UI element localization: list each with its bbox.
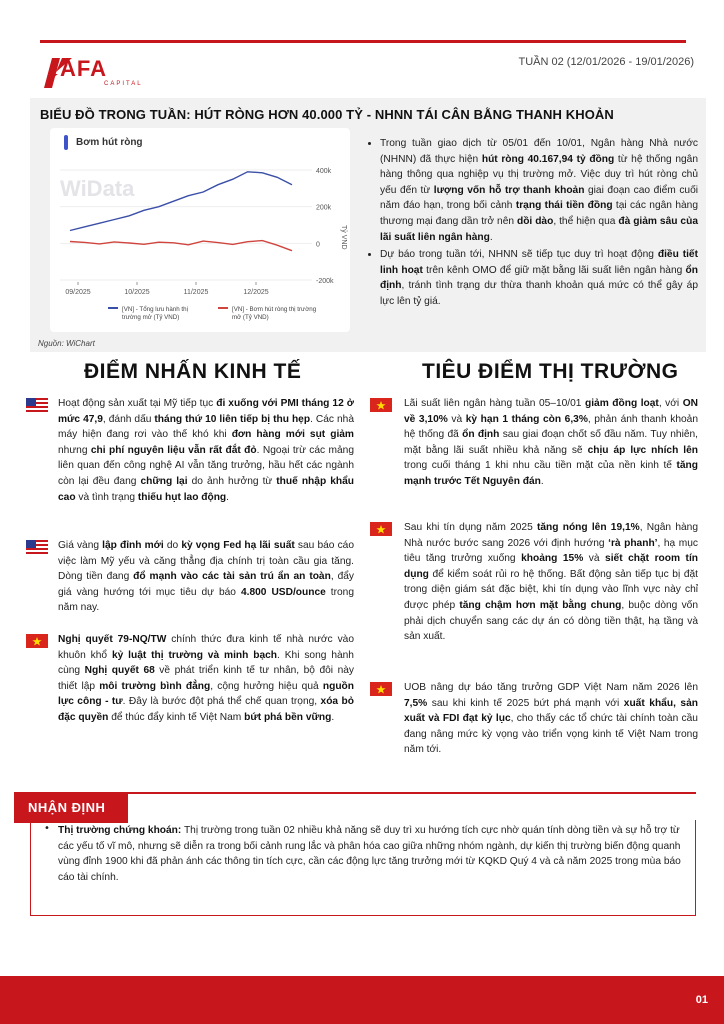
assessment-tab: NHẬN ĐỊNH (14, 793, 128, 823)
brand-name: AFA (60, 56, 107, 81)
y-tick-label: 400k (316, 168, 332, 175)
footer-bar (0, 976, 724, 1024)
us-flag-icon (26, 540, 48, 554)
week-label: TUẦN 02 (12/01/2026 - 19/01/2026) (518, 56, 694, 68)
economy-item: Giá vàng lập đỉnh mới do kỳ vọng Fed hạ lãi suất sau báo cáo việc làm Mỹ yếu và căng thẳng địa chính trị toàn cầu gia tăng. Dòng tiền đang đổ mạnh vào các tài sản trú ẩn an toàn, đẩy giá vàng hướng tới mục tiêu dự báo 4.800 USD/ounce trong năm nay. (58, 540, 354, 614)
legend-label: trường mở (Tỷ VND) (122, 314, 180, 321)
chart-marker (64, 135, 68, 150)
legend-label: mở (Tỷ VND) (232, 314, 269, 321)
section-title: BIỂU ĐỒ TRONG TUẦN: HÚT RÒNG HƠN 40.000 TỶ - NHNN TÁI CÂN BẰNG THANH KHOẢN (40, 107, 614, 122)
chart-watermark: WiData (60, 176, 135, 201)
y-tick-label: 0 (316, 241, 320, 249)
market-item: Sau khi tín dụng năm 2025 tăng nóng lên 19,1%, Ngân hàng Nhà nước bước sang 2026 với định hướng ‘rà phanh’, hạ mục tiêu tăng trưởng xuống khoảng 15% và siết chặt room tín dụng để kiểm soát rủi ro hệ thống. Bất động sản tiếp tục bị đặt trong diện giám sát đặc biệt, khi tín dụng vào lĩnh vực này chỉ được phép tăng chậm hơn mặt bằng chung, buộc dòng vốn phải dịch chuyển sang các dự án có dòng tiền thật, hạ tầng và sản xuất. (404, 522, 699, 643)
chart-source: Nguồn: WiChart (38, 339, 95, 348)
chart-commentary (366, 136, 698, 312)
page-number: 01 (695, 994, 708, 1006)
legend-label: [VN] - Tổng lưu hành thị (122, 306, 188, 313)
market-item: Lãi suất liên ngân hàng tuần 05–10/01 giảm đồng loạt, với ON về 3,10% và kỳ hạn 1 tháng còn 6,3%, phản ánh thanh khoản hệ thống đã ổn định sau giai đoạn chốt số đầu năm. Tuy nhiên, mặt bằng lãi suất nhiều khả năng sẽ chịu áp lực nhích lên trong cuối tháng 1 khi nhu cầu tiền mặt của nền kinh tế tăng mạnh trước Tết Nguyên đán. (404, 398, 698, 487)
vn-flag-icon (370, 398, 392, 412)
x-tick-label: 12/2025 (243, 289, 269, 296)
y-tick-label: 200k (316, 204, 332, 212)
vn-flag-icon (370, 682, 392, 696)
bullet-icon: • (44, 823, 50, 834)
us-flag-icon (26, 398, 48, 412)
y-tick-label: -200k (316, 278, 334, 285)
top-rule (40, 40, 686, 43)
economy-item: Hoạt động sản xuất tại Mỹ tiếp tục đi xuống với PMI tháng 12 ở mức 47,9, đánh dấu tháng thứ 10 liên tiếp bị thu hẹp. Các nhà máy hiện đang rơi vào thế khó khi đơn hàng mới sụt giảm nhưng chi phí nguyên liệu vẫn rất đắt đỏ. Ngoại trừ các mảng liên quan đến công nghệ AI vẫn tăng trưởng, hầu hết các ngành còn lại đều đang chững lại do ảnh hưởng từ thuế nhập khẩu cao và tình trạng thiếu hụt lao động. (58, 398, 355, 503)
x-tick-label: 11/2025 (183, 289, 209, 296)
y-axis-label: Tỷ VND (340, 225, 347, 250)
vn-flag-icon (370, 522, 392, 536)
economy-item: Nghị quyết 79-NQ/TW chính thức đưa kinh tế nhà nước vào khuôn khổ kỷ luật thị trường và minh bạch. Khi song hành cùng Nghị quyết 68 về phát triển kinh tế tư nhân, bộ đôi này thiết lập môi trường bình đẳng, cộng hưởng hiệu quả nguồn lực công - tư. Đây là bước đột phá thể chế quan trọng, xóa bỏ đặc quyền để thúc đẩy kinh tế Việt Nam bứt phá bền vững. (58, 634, 355, 723)
chart-title: Bơm hút ròng (76, 137, 143, 148)
brand-sub: CAPITAL (104, 81, 143, 87)
assessment-text: Thị trường chứng khoán: Thị trường trong tuần 02 nhiều khả năng sẽ duy trì xu hướng tích cực nhờ quán tính dòng tiền và sự hỗ trợ từ các yếu tố vĩ mô, nhưng sẽ diễn ra trong bối cảnh rung lắc và phân hóa cao giữa những nhóm ngành, dự kiến thị trường biến động quanh vùng đỉnh 1900 khi đã phản ánh các thông tin tích cực, cần các động lực tăng trưởng mới từ KQKD Quý 4 và cả năm 2025 trong mùa báo cáo tài chính. (58, 825, 681, 883)
legend-label: [VN] - Bơm hút ròng thị trường (232, 306, 317, 313)
market-heading: TIÊU ĐIỂM THỊ TRƯỜNG (422, 360, 679, 383)
x-tick-label: 09/2025 (65, 289, 91, 296)
series-line-2 (70, 241, 292, 251)
commentary-item: • Dự báo trong tuần tới, NHNN sẽ tiếp tục duy trì hoạt động điều tiết linh hoạt trên kênh OMO để giữ mặt bằng lãi suất liên ngân hàng ổn định, tránh tình trạng dư thừa thanh khoản quá mức có thể gây áp lực lên tỷ giá. (380, 247, 698, 309)
economy-heading: ĐIỂM NHẤN KINH TẾ (84, 360, 302, 383)
line-chart (50, 150, 350, 335)
market-item: UOB nâng dự báo tăng trưởng GDP Việt Nam năm 2026 lên 7,5% sau khi kinh tế 2025 bứt phá mạnh với xuất khẩu, sản xuất và FDI đạt kỷ lục, cho thấy các tổ chức tài chính toàn cầu đang nâng mức kỳ vọng vào triển vọng kinh tế Việt Nam trong năm tới. (404, 682, 698, 756)
vn-flag-icon (26, 634, 48, 648)
x-tick-label: 10/2025 (124, 289, 150, 296)
commentary-item: • Trong tuần giao dịch từ 05/01 đến 10/01, Ngân hàng Nhà nước (NHNN) đã thực hiện hút ròng 40.167,94 tỷ đồng từ hệ thống ngân hàng thông qua nghiệp vụ thị trường mở. Việc duy trì hút ròng chủ yếu đến từ lượng vốn hỗ trợ thanh khoản giai đoạn cao điểm cuối năm đáo hạn, trong bối cảnh trạng thái tiền đồng tại các ngân hàng thương mại đang dần trở nên dồi dào, thể hiện qua đà giảm sâu của lãi suất liên ngân hàng. (380, 136, 698, 245)
